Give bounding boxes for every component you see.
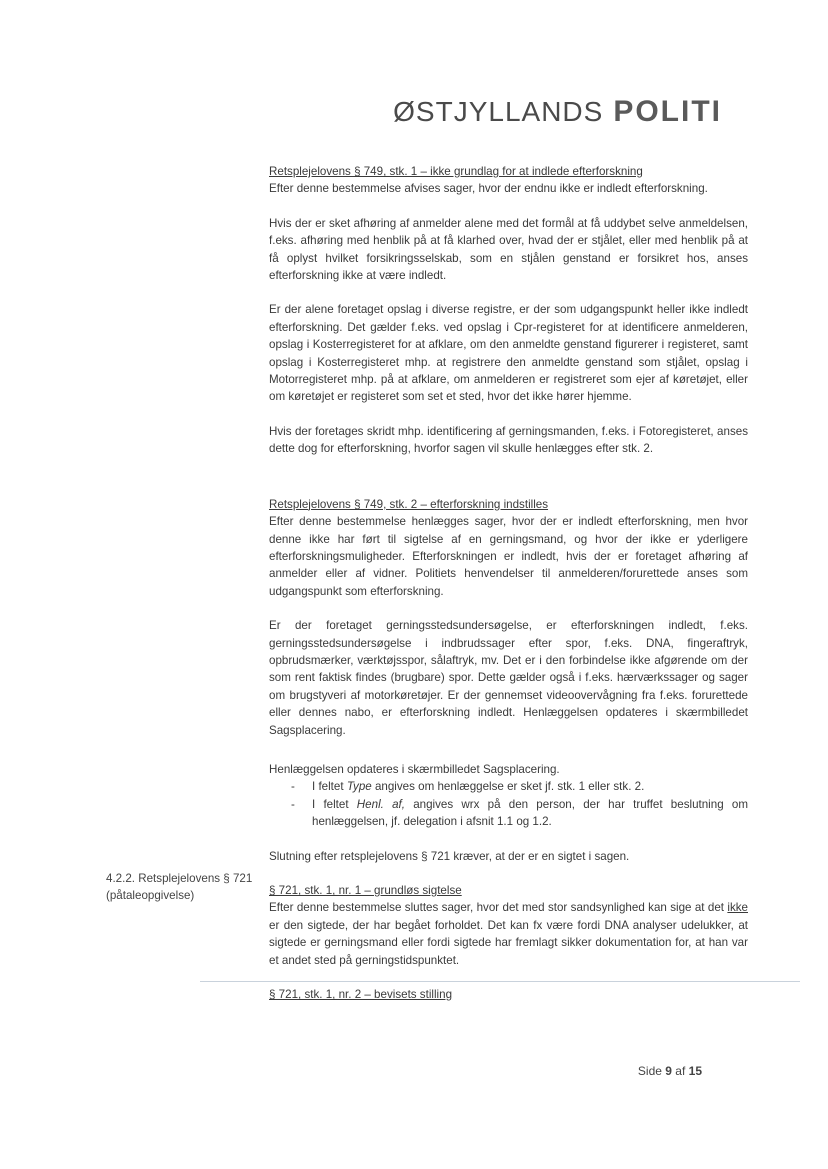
bullet-item-type: - I feltet Type angives om henlæggelse er sket jf. stk. 1 eller stk. 2. bbox=[291, 778, 748, 795]
paragraph-749-stk2-p2: Er der foretaget gerningsstedsundersøgelse, er efterforskningen indledt, f.eks. gerningsstedsundersøgelse i indbrudssager efter spor, f.eks. DNA, fingeraftryk, opbrudsmærker, værktøjsspor, sålaftryk, mv. Det er i den forbindelse ikke afgørende om der som rent faktisk findes (brugbare) spor. Dette gælder også i f.eks. hærværkssager og sager om brugstyveri af motorkøretøjer. Er der gennemset videoovervågning fra f.eks. forurettede eller dennes nabo, er efterforskning indledt. Henlæggelsen opdateres i skærmbilledet Sagsplacering. bbox=[269, 619, 748, 737]
logo-text-politi: POLITI bbox=[613, 95, 722, 128]
bullet-list bbox=[269, 778, 748, 830]
paragraph-721-intro: Slutning efter retsplejelovens § 721 kræver, at der er en sigtet i sagen. bbox=[269, 849, 630, 863]
scan-artifact-line bbox=[200, 981, 800, 982]
section-heading-749-stk2: Retsplejelovens § 749, stk. 2 – efterforskning indstilles bbox=[269, 497, 549, 511]
bullet-item-henl-af: - I feltet Henl. af, angives wrx på den person, der har truffet beslutning om henlæggelsen, jf. delegation i afsnit 1.1 og 1.2. bbox=[291, 796, 748, 831]
page-number: Side 9 af 15 bbox=[637, 1064, 702, 1078]
logo bbox=[0, 95, 722, 129]
side-label-4-2-2: 4.2.2. Retsplejelovens § 721 (påtaleopgivelse) bbox=[106, 872, 253, 903]
paragraph-749-stk1-p3: Hvis der foretages skridt mhp. identificering af gerningsmanden, f.eks. i Fotoregisteret, anses dette dog for efterforskning, hvorfor sagen vil skulle henlægges efter stk. 2. bbox=[269, 424, 748, 456]
paragraph-749-stk1-p1: Hvis der er sket afhøring af anmelder alene med det formål at få uddybet selve anmeldelsen, f.eks. afhøring med henblik på at få klarhed over, hvad der er stjålet, eller med henblik på at få oplyst hvilket forsikringsselskab, som en stjålen genstand er forsikret hos, anses efterforskning ikke at være indledt. bbox=[269, 216, 748, 283]
logo-text-ostjyllands: ØSTJYLLANDS bbox=[393, 96, 604, 127]
paragraph-749-stk2-p1: Efter denne bestemmelse henlægges sager, hvor der er indledt efterforskning, men hvor denne ikke har ført til sigtelse af en gerningsmand, og hvor der ikke er yderligere efterforskningsmuligheder. Efterforskningen er indledt, hvis der er foretaget afhøring af anmelder eller af vidner. Politiets henvendelser til anmelderen/forurettede anses som udgangspunkt som efterforskning. bbox=[269, 515, 748, 598]
section-heading-749-stk1: Retsplejelovens § 749, stk. 1 – ikke grundlag for at indlede efterforskning bbox=[269, 165, 643, 178]
paragraph-749-stk2-p3: Henlæggelsen opdateres i skærmbilledet Sagsplacering. bbox=[269, 762, 560, 776]
paragraph-749-stk1-intro: Efter denne bestemmelse afvises sager, hvor der endnu ikke er indledt efterforskning. bbox=[269, 182, 708, 196]
paragraph-721-nr1: Efter denne bestemmelse sluttes sager, hvor det med stor sandsynlighed kan sige at det ikke er den sigtede, der har begået forholdet. Det kan fx være fordi DNA analyser udelukker, at sigtede er gerningsmand eller fordi sigtede har fremlagt sikker dokumentation for, at han var et andet sted på gerningstidspunktet. bbox=[269, 901, 748, 967]
paragraph-749-stk1-p2: Er der alene foretaget opslag i diverse registre, er der som udgangspunkt heller ikke indledt efterforskning. Det gælder f.eks. ved opslag i Cpr-registeret for at identificere anmelderen, opslag i Kosterregisteret for at afklare, om den anmeldte genstand figurerer i registeret, samt opslag i Kosterregisteret mhp. at registrere den anmeldte genstand som stjålet, opslag i Motorregisteret mhp. på at afklare, om anmelderen er registreret som ejer af køretøjet, eller om køretøjet er registeret som set et sted, hvor det ikke hører hjemme. bbox=[269, 303, 748, 404]
section-heading-721-nr2: § 721, stk. 1, nr. 2 – bevisets stilling bbox=[269, 988, 453, 1002]
section-heading-721-nr1: § 721, stk. 1, nr. 1 – grundløs sigtelse bbox=[269, 884, 462, 897]
document-body bbox=[269, 163, 748, 1003]
